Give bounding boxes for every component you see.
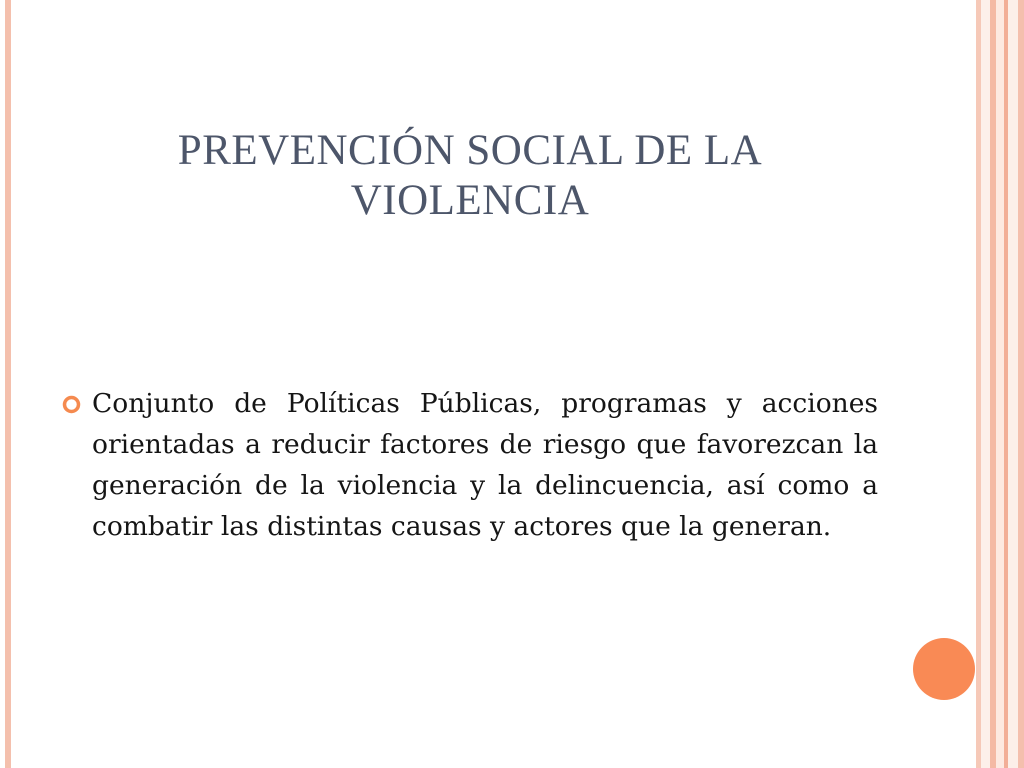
right-band (981, 0, 990, 768)
bullet-text: Conjunto de Políticas Públicas, programas y acciones orientadas a reducir factores de riesgo que favorezcan la generación de la violencia y la delincuencia, así como a combatir las distintas causas y actores que la generan. (92, 388, 878, 542)
slide-title: PREVENCIÓN SOCIAL DE LA VIOLENCIA (177, 127, 763, 224)
hollow-circle-bullet-icon (61, 394, 82, 415)
orange-circle-icon (913, 638, 975, 700)
right-decorative-bands (976, 0, 1024, 768)
right-band (1008, 0, 1018, 768)
right-band (1018, 0, 1024, 768)
right-band (996, 0, 1004, 768)
left-decorative-stripe (5, 0, 11, 768)
